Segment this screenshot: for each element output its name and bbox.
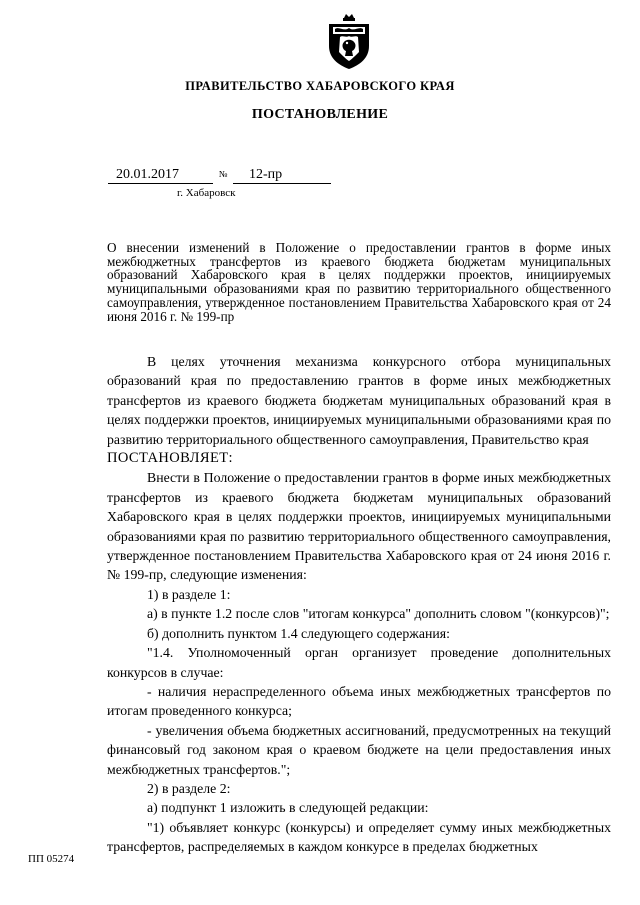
paragraph-6: - наличия нераспределенного объема иных межбюджетных трансфертов по итогам проведенного конкурса; — [107, 683, 611, 719]
paragraph-2: 1) в разделе 1: — [147, 586, 231, 602]
number-sign: № — [218, 169, 228, 179]
decree-date: 20.01.2017 — [108, 167, 213, 184]
government-title: ПРАВИТЕЛЬСТВО ХАБАРОВСКОГО КРАЯ — [185, 79, 455, 93]
decree-body — [107, 352, 611, 857]
paragraph-10: "1) объявляет конкурс (конкурсы) и определяет сумму иных межбюджетных трансфертов, распределяемых в каждом конкурсе в пределах бюджетных — [107, 819, 611, 855]
coat-of-arms-emblem — [324, 12, 374, 70]
paragraph-5: "1.4. Уполномоченный орган организует проведение дополнительных конкурсов в случае: — [107, 645, 611, 680]
paragraph-1: Внести в Положение о предоставлении грантов в форме иных межбюджетных трансфертов из краевого бюджета бюджетам муниципальных образований Хабаровского края в целях поддержки проектов, инициируемых муниципальными образованиями края по развитию территориального общественного самоуправления, утвержденное постановлением Правительства Хабаровского края от 24 июня 2016 г. № 199-пр, следующие изменения: — [107, 470, 611, 583]
decree-word: ПОСТАНОВЛЯЕТ: — [107, 450, 233, 467]
document-type-title: ПОСТАНОВЛЕНИЕ — [251, 107, 389, 122]
decree-subject: О внесении изменений в Положение о предоставлении грантов в форме иных межбюджетных трансфертов из краевого бюджета бюджетам муниципальных образований Хабаровского края в целях поддержки проектов, инициируемых муниципальными образованиями края по развитию территориального общественного самоуправления, утвержденное постановлением Правительства Хабаровского края от 24 июня 2016 г. № 199-пр — [107, 240, 611, 324]
paragraph-8: 2) в разделе 2: — [147, 780, 231, 796]
paragraph-4: б) дополнить пунктом 1.4 следующего содержания: — [147, 625, 450, 641]
paragraph-9: а) подпункт 1 изложить в следующей редакции: — [147, 800, 429, 816]
preamble-paragraph: В целях уточнения механизма конкурсного отбора муниципальных образований края по предоставлению грантов в форме иных межбюджетных трансфертов из краевого бюджета бюджетам муниципальных образований края в целях поддержки проектов, инициируемых муниципальными образованиями края по развитию территориального общественного самоуправления, Правительство края — [107, 354, 611, 447]
paragraph-3: а) в пункте 1.2 после слов "итогам конкурса" дополнить словом "(конкурсов)"; — [147, 606, 610, 622]
date-number-line — [108, 167, 331, 184]
city-name: г. Хабаровск — [177, 187, 236, 199]
paragraph-7: - увеличения объема бюджетных ассигнований, предусмотренных на текущий финансовый год законом края о краевом бюджете на цели предоставления иных межбюджетных трансфертов."; — [107, 722, 611, 777]
footer-code: ПП 05274 — [28, 853, 75, 865]
decree-number: 12-пр — [233, 167, 331, 184]
